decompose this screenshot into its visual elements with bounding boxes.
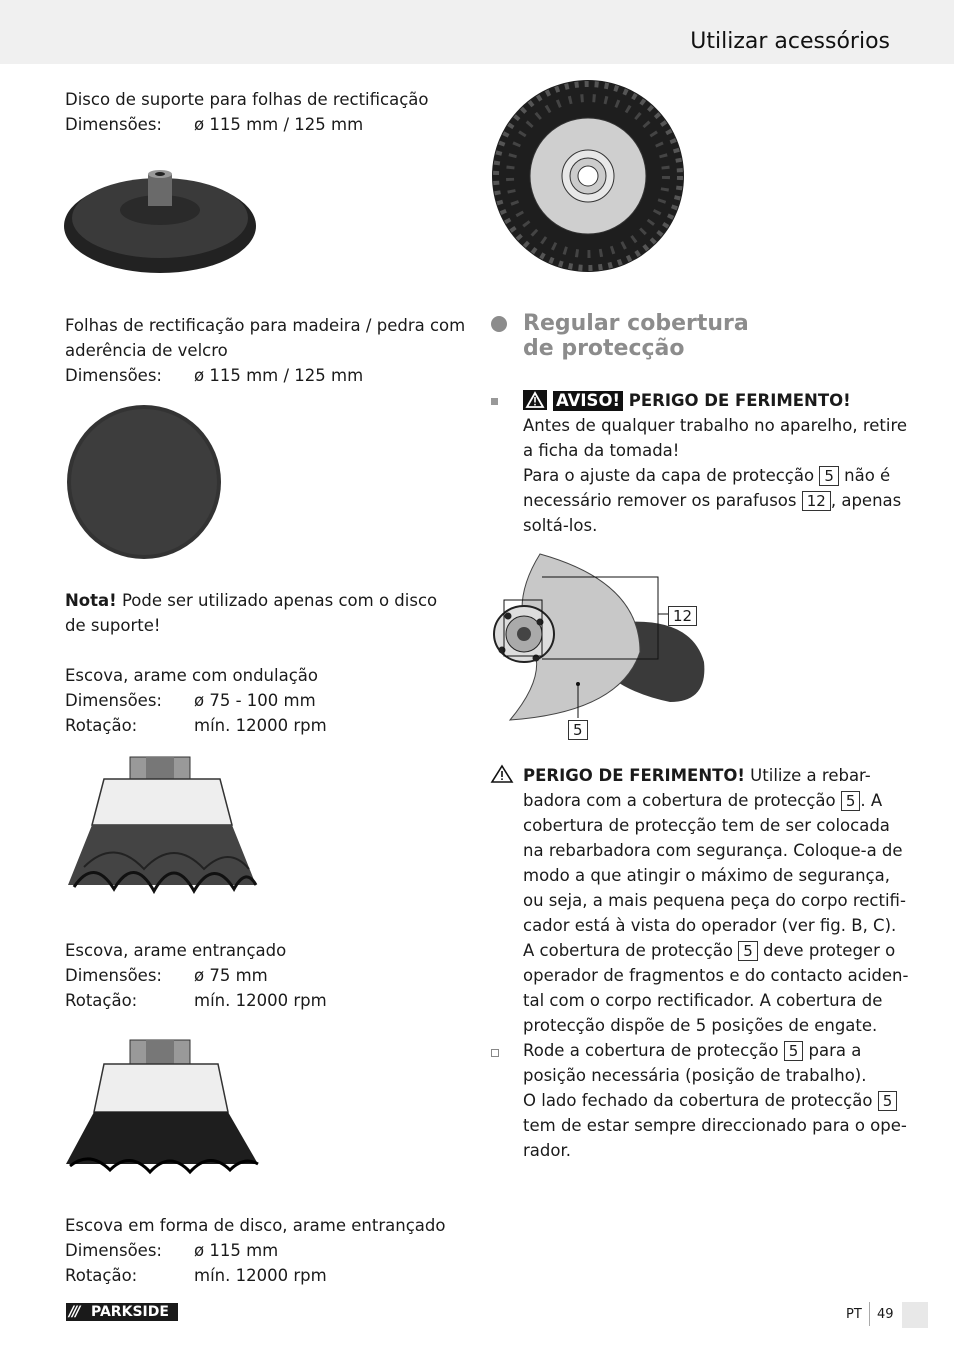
figure-label-12: 12 (668, 603, 697, 628)
warning1-line4: necessário remover os parafusos 12 , apenas (523, 491, 902, 510)
list-bullet (491, 398, 498, 405)
item2-dimensions: Dimensões: ø 115 mm / 125 mm (65, 366, 364, 385)
warning1-title: AVISO! PERIGO DE FERIMENTO! (523, 388, 851, 413)
item5-title: Escova em forma de disco, arame entrançado (65, 1216, 446, 1235)
step-line2: posição necessária (posição de trabalho). (523, 1066, 867, 1085)
warning2-line9: operador de fragmentos e do contacto aciden- (523, 966, 909, 985)
warning1-line5: soltá-los. (523, 516, 598, 535)
item3-dimensions: Dimensões: ø 75 - 100 mm (65, 691, 316, 710)
step-line1: Rode a cobertura de protecção 5 para a (523, 1041, 862, 1060)
page-number: 49 (877, 1307, 894, 1322)
item5-rotation: Rotação: mín. 12000 rpm (65, 1266, 327, 1285)
page-header (0, 0, 954, 64)
item3-rotation: Rotação: mín. 12000 rpm (65, 716, 327, 735)
item2-title-line1: Folhas de rectificação para madeira / pedra com (65, 316, 466, 335)
sanding-disc-image (66, 404, 222, 560)
disc-brush-image (490, 78, 686, 274)
warning1-line2: a ficha da tomada! (523, 441, 680, 460)
item3-title: Escova, arame com ondulação (65, 666, 318, 685)
item2-title-line2: aderência de velcro (65, 341, 228, 360)
warning2-line4: na rebarbadora com segurança. Coloque-a de (523, 841, 903, 860)
item4-title: Escova, arame entrançado (65, 941, 287, 960)
warning2-line5: modo a que atingir o máximo de segurança, (523, 866, 890, 885)
warning2-line11: protecção dispõe de 5 posições de engate. (523, 1016, 878, 1035)
step-line5: rador. (523, 1141, 571, 1160)
step-bullet (491, 1049, 499, 1057)
footer-divider (869, 1302, 870, 1326)
warning2-line8: A cobertura de protecção 5 deve proteger o (523, 941, 896, 960)
section-heading: Regular cobertura de protecção (523, 311, 749, 361)
warning-icon (523, 390, 547, 410)
language-code: PT (846, 1307, 862, 1322)
item1-dimensions: Dimensões: ø 115 mm / 125 mm (65, 115, 364, 134)
crimped-cup-brush-image (64, 757, 260, 907)
item1-title: Disco de suporte para folhas de rectificação (65, 90, 429, 109)
step-line4: tem de estar sempre direccionado para o ope- (523, 1116, 907, 1135)
item4-rotation: Rotação: mín. 12000 rpm (65, 991, 327, 1010)
warning2-line7: cador está à vista do operador (ver fig. B, C). (523, 916, 897, 935)
warning2-line10: tal com o corpo rectificador. A cobertura de (523, 991, 883, 1010)
section-bullet (491, 316, 507, 332)
footer-tab (902, 1302, 928, 1328)
item5-dimensions: Dimensões: ø 115 mm (65, 1241, 279, 1260)
backing-pad-image (64, 168, 260, 280)
warning2-line6: ou seja, a mais pequena peça do corpo rectifi- (523, 891, 906, 910)
warning2-line3: cobertura de protecção tem de ser colocada (523, 816, 890, 835)
knotted-cup-brush-image (64, 1040, 260, 1180)
warning-triangle-icon (491, 765, 513, 783)
warning2-line1: PERIGO DE FERIMENTO! Utilize a rebar- (523, 766, 871, 785)
item4-dimensions: Dimensões: ø 75 mm (65, 966, 268, 985)
warning1-line1: Antes de qualquer trabalho no aparelho, retire (523, 416, 908, 435)
figure-label-5: 5 (568, 717, 588, 742)
grinder-guard-figure (490, 552, 710, 742)
page-title: Utilizar acessórios (690, 29, 890, 54)
note-line2: de suporte! (65, 616, 161, 635)
step-line3: O lado fechado da cobertura de protecção 5 (523, 1088, 897, 1113)
parkside-logo: /// PARKSIDE (66, 1303, 178, 1321)
warning1-line3: Para o ajuste da capa de protecção 5 não é (523, 466, 891, 485)
note-line1: Nota! Pode ser utilizado apenas com o disco (65, 591, 438, 610)
warning2-line2: badora com a cobertura de protecção 5 . A (523, 791, 883, 810)
